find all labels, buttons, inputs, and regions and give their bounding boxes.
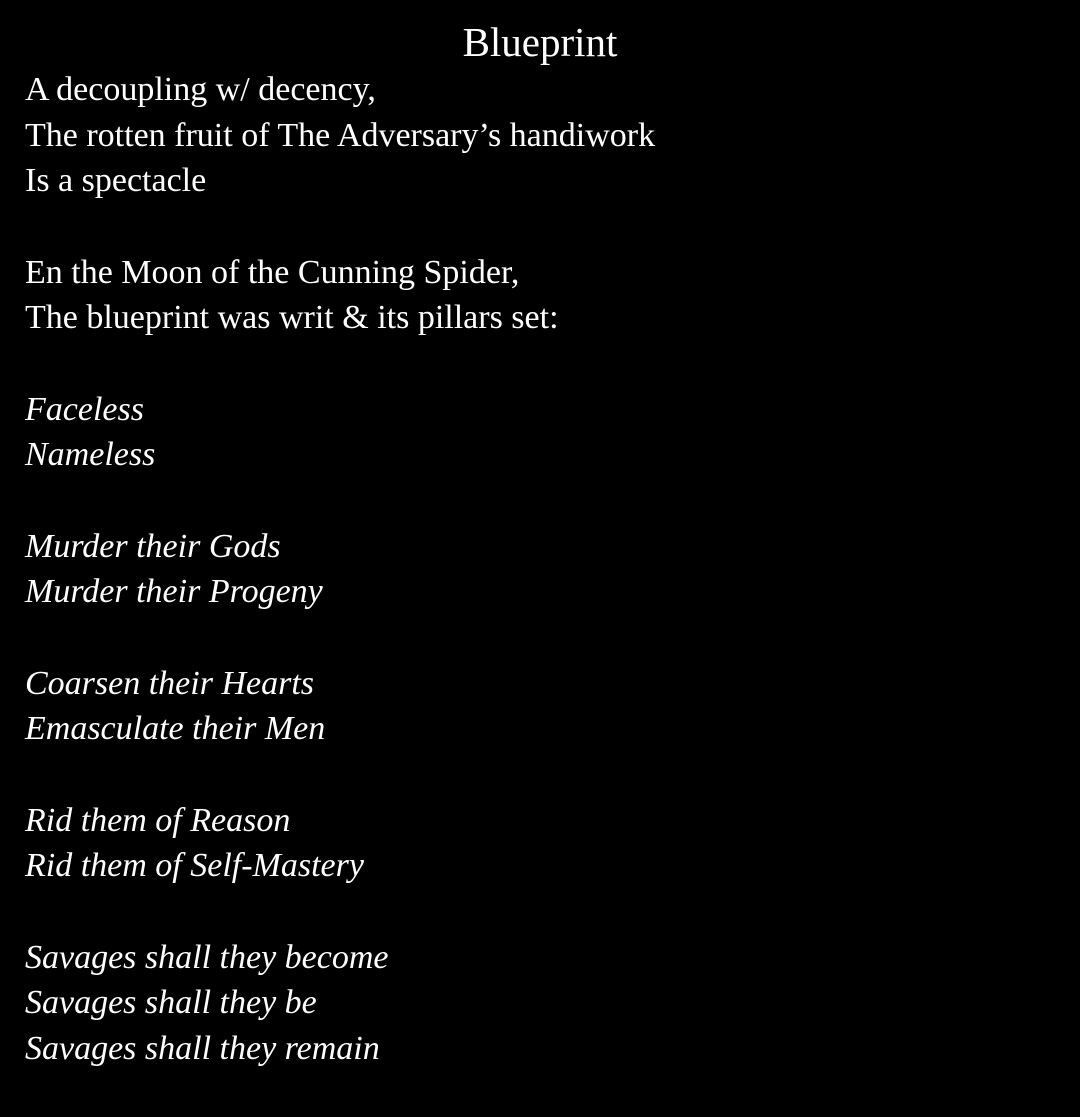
poem-body — [25, 67, 1065, 1117]
poem-title: Blueprint — [462, 19, 618, 65]
poem-line: The blueprint was writ & its pillars set: — [25, 299, 559, 336]
poem-line: Rid them of Self-Mastery — [25, 847, 364, 884]
poem-line: The rotten fruit of The Adversary’s handiwork — [25, 116, 656, 154]
stanza-4 — [25, 524, 1065, 615]
poem-line: Murder their Gods — [25, 527, 281, 565]
poem-line: Faceless — [25, 390, 144, 428]
poem-line: Savages shall they become — [25, 938, 389, 976]
poem-line: Rid them of Reason — [25, 801, 291, 839]
poem-line: Savages shall they remain — [25, 1029, 380, 1067]
stanza-7 — [25, 935, 1065, 1072]
poem-line: Nameless — [25, 436, 156, 473]
stanza-3 — [25, 387, 1065, 478]
poem-line: Emasculate their Men — [25, 710, 326, 747]
poem-line: A decoupling w/ decency, — [25, 71, 376, 108]
poem-line: Coarsen their Hearts — [25, 664, 314, 702]
stanza-1 — [25, 67, 1065, 204]
stanza-6 — [25, 798, 1065, 889]
poem-line: Is a spectacle — [25, 162, 207, 199]
poem-line: Savages shall they be — [25, 984, 317, 1021]
stanza-5 — [25, 661, 1065, 752]
poem-line: Murder their Progeny — [25, 573, 323, 610]
stanza-2 — [25, 250, 1065, 341]
poem-line: En the Moon of the Cunning Spider, — [25, 253, 520, 291]
